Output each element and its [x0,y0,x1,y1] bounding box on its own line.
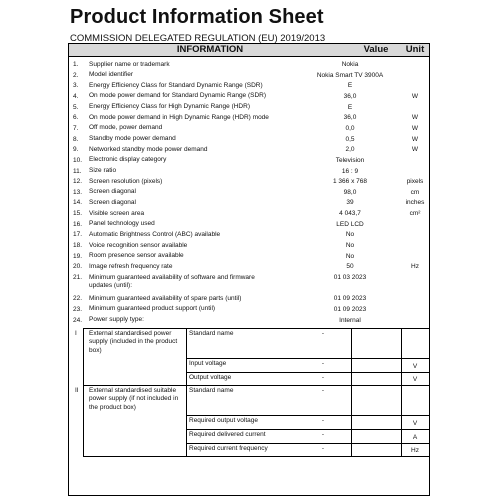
power-supply-field-value: - [321,431,325,439]
row-value: 01 09 2023 [333,295,367,303]
table-divider [186,372,429,373]
row-value: 0,0 [345,124,355,132]
page-title: Product Information Sheet [70,6,324,28]
table-divider [186,385,429,386]
row-number: 8. [73,135,79,143]
row-value: E [347,82,353,90]
table-divider [401,328,402,456]
row-number: 10. [73,156,83,164]
power-supply-field-unit: V [412,376,418,384]
row-number: 18. [73,242,83,250]
row-number: 11. [73,167,82,175]
power-supply-field-label: Required output voltage [189,417,259,425]
row-number: 9. [73,146,79,154]
power-supply-field-value: - [321,387,325,395]
power-supply-field-label: Output voltage [189,373,232,381]
table-divider [83,456,429,457]
row-value: 2,0 [345,146,355,154]
row-label: On mode power demand for Standard Dynamic Range (SDR) [89,92,267,100]
table-header [69,44,429,57]
row-unit: W [411,146,419,154]
row-value: 50 [346,263,354,271]
power-supply-field-label: Standard name [189,387,234,395]
power-supply-field-label: Standard name [189,330,234,338]
power-supply-group-number: I [75,330,77,338]
row-label: Automatic Brightness Control (ABC) available [89,230,221,238]
row-value: 0,5 [345,135,355,143]
row-label: On mode power demand in High Dynamic Range (HDR) mode [89,113,269,121]
row-number: 17. [73,231,83,239]
power-supply-field-label: Input voltage [189,360,227,368]
table-divider [351,328,352,456]
row-unit: pixels [406,178,424,186]
row-value: 1 366 x 768 [333,178,367,186]
row-unit: inches [405,199,425,207]
row-label: Room presence sensor available [89,252,184,260]
row-label: Screen resolution (pixels) [89,177,163,185]
power-supply-group-number: II [75,387,79,395]
row-number: 23. [73,305,83,313]
row-unit: W [411,92,419,100]
power-supply-field-value: - [321,444,325,452]
row-number: 4. [73,92,79,100]
header-unit: Unit [405,44,425,55]
table-divider [83,328,186,329]
row-label: Networked standby mode power demand [89,145,208,153]
power-supply-field-unit: Hz [411,447,419,455]
power-supply-field-unit: A [412,433,418,441]
row-label: Panel technology used [89,220,155,228]
row-unit: W [411,114,419,122]
row-value: LED LCD [336,220,364,228]
row-label: Screen diagonal [89,198,136,206]
row-label: Electronic display category [89,156,167,164]
power-supply-group-label: External standardised power supply (included in the product box) [89,329,178,354]
row-number: 22. [73,295,83,303]
row-unit: W [411,124,419,132]
row-value: No [345,231,355,239]
row-number: 24. [73,316,83,324]
power-supply-field-value: - [321,330,325,338]
row-number: 16. [73,220,83,228]
row-value: 39 [346,199,354,207]
row-label: Screen diagonal [89,188,136,196]
row-value: Nokia Smart TV 3900A [316,71,384,79]
row-label: Minimum guaranteed product support (until) [89,305,216,313]
table-divider [186,429,429,430]
row-number: 6. [73,114,79,122]
row-number: 15. [73,210,83,218]
row-unit: Hz [411,263,419,271]
regulation-subtitle: COMMISSION DELEGATED REGULATION (EU) 2019/2013 [70,33,326,44]
row-label: Image refresh frequency rate [89,262,173,270]
row-number: 7. [73,124,79,132]
row-label: Off mode, power demand [89,124,163,132]
row-value: 36,0 [343,114,357,122]
row-number: 19. [73,252,83,260]
row-label: Minimum guaranteed availability of software and firmware updates (until): [89,273,255,289]
row-label: Model identifier [89,71,134,79]
row-unit: W [411,135,419,143]
power-supply-field-unit: V [412,420,418,428]
row-number: 13. [73,188,83,196]
row-number: 21. [73,274,83,281]
table-divider [186,443,429,444]
row-label: Energy Efficiency Class for High Dynamic Range (HDR) [89,103,250,111]
row-number: 12. [73,178,83,186]
table-divider [83,328,84,456]
row-label: Power supply type: [89,316,144,324]
row-value: 01 09 2023 [333,305,367,313]
row-number: 14. [73,199,83,207]
table-divider [186,415,429,416]
row-label: Supplier name or trademark [89,60,170,68]
row-value: 36,0 [343,92,357,100]
table-divider [186,328,187,456]
power-supply-group-label: External standardised suitable power supply (if not included in the product box) [89,386,179,411]
power-supply-field-value: - [321,360,325,368]
row-value: 4 043,7 [339,210,361,218]
row-number: 1. [73,61,79,68]
table-divider [83,385,186,386]
row-label: Minimum guaranteed availability of spare parts (until) [89,294,242,302]
row-label: Energy Efficiency Class for Standard Dynamic Range (SDR) [89,81,263,89]
row-unit: cm² [409,210,421,218]
table-divider [186,358,429,359]
row-label: Size ratio [89,167,117,174]
header-value: Value [363,44,389,55]
power-supply-field-unit: V [412,362,418,370]
row-value: 01 03 2023 [333,274,367,281]
row-value: Nokia [341,61,359,68]
row-value: Internal [339,316,361,324]
row-value: 98,0 [343,188,357,196]
row-number: 3. [73,82,79,90]
header-information: INFORMATION [176,44,244,55]
row-number: 5. [73,103,79,111]
row-unit: cm [410,188,420,196]
power-supply-field-value: - [321,373,325,381]
power-supply-field-value: - [321,417,325,425]
power-supply-field-label: Required delivered current [189,431,266,439]
row-number: 20. [73,263,83,271]
row-value: E [347,103,353,111]
product-info-table [68,43,430,496]
row-label: Voice recognition sensor available [89,241,188,249]
row-value: Television [335,156,365,164]
row-value: 16 : 9 [341,167,359,175]
row-number: 2. [73,71,79,79]
row-value: No [345,242,355,250]
table-divider [186,328,429,329]
row-label: Standby mode power demand [89,135,176,143]
row-label: Visible screen area [89,209,145,217]
power-supply-field-label: Required current frequency [189,444,268,452]
row-value: No [345,252,355,260]
